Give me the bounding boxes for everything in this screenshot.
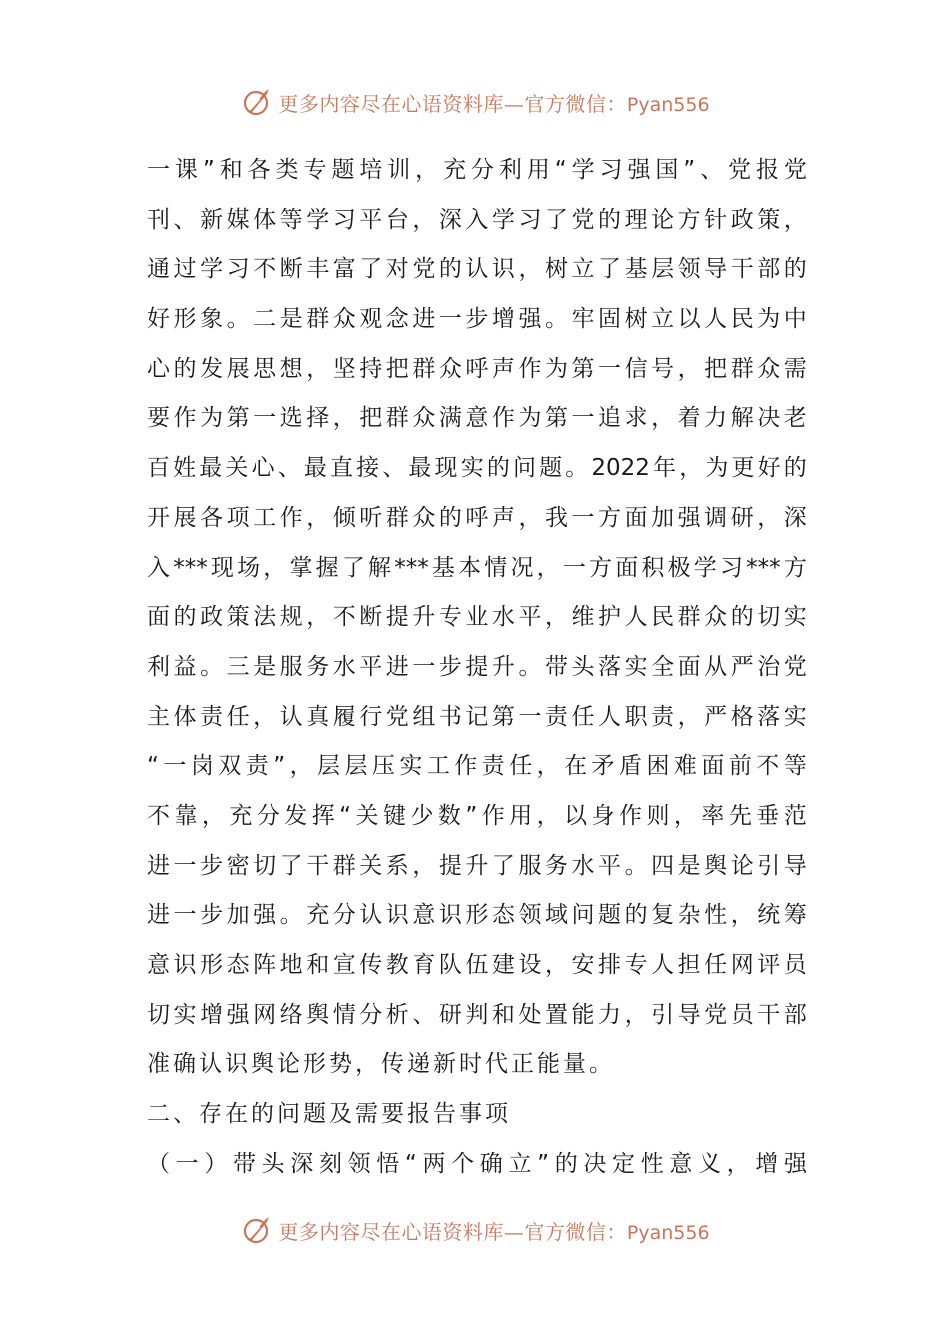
document-body xyxy=(147,146,807,1189)
subsection-heading: （ 一 ） 带 头 深 刻 领 悟 “ 两 个 确 立 ” 的 决 定 性 意 义 ， 增 强 xyxy=(147,1150,807,1177)
body-line: 面 的 政 策 法 规 ， 不 断 提 升 专 业 水 平 ， 维 护 人 民 群 众 的 切 实 xyxy=(147,604,807,631)
body-line: 进 一 步 密 切 了 干 群 关 系 ， 提 升 了 服 务 水 平 。 四 是 舆 论 引 导 xyxy=(147,852,807,879)
footer-watermark-wechat-id: Pyan556 xyxy=(626,1221,710,1244)
body-line: 主 体 责 任 ， 认 真 履 行 党 组 书 记 第 一 责 任 人 职 责 ， 严 格 落 实 xyxy=(147,703,807,730)
body-line: 开 展 各 项 工 作 ， 倾 听 群 众 的 呼 声 ， 我 一 方 面 加 强 调 研 ， 深 xyxy=(147,504,807,531)
body-line: 要 作 为 第 一 选 择 ， 把 群 众 满 意 作 为 第 一 追 求 ， 着 力 解 决 老 xyxy=(147,405,807,432)
body-line: 心 的 发 展 思 想 ， 坚 持 把 群 众 呼 声 作 为 第 一 信 号 ， 把 群 众 需 xyxy=(147,355,807,382)
footer-watermark-text: 更多内容尽在心语资料库—官方微信： xyxy=(278,1219,627,1244)
body-line: 利 益 。 三 是 服 务 水 平 进 一 步 提 升 。 带 头 落 实 全 面 从 严 治 党 xyxy=(147,653,807,680)
quill-logo-icon xyxy=(240,1213,274,1247)
quill-logo-icon xyxy=(240,85,274,119)
header-watermark-text: 更多内容尽在心语资料库—官方微信： xyxy=(278,91,627,116)
body-line: 入 *** 现 场 ， 掌 握 了 解 *** 基 本 情 况 ， 一 方 面 积 极 学 习 *** 方 xyxy=(147,554,807,581)
header-watermark xyxy=(0,82,950,122)
header-watermark-wechat-id: Pyan556 xyxy=(626,93,710,116)
body-line: 通 过 学 习 不 断 丰 富 了 对 党 的 认 识 ， 树 立 了 基 层 领 导 干 部 的 xyxy=(147,256,807,283)
body-line: 进 一 步 加 强 。 充 分 认 识 意 识 形 态 领 域 问 题 的 复 杂 性 ， 统 筹 xyxy=(147,902,807,929)
body-line: 准确认识舆论形势，传递新时代正能量。 xyxy=(147,1051,615,1078)
body-line: 百 姓 最 关 心 、 最 直 接 、 最 现 实 的 问 题 。 2022 年 ， 为 更 好 的 xyxy=(147,455,807,482)
body-line: 意 识 形 态 阵 地 和 宣 传 教 育 队 伍 建 设 ， 安 排 专 人 担 任 网 评 员 xyxy=(147,952,807,978)
body-line: 刊 、 新 媒 体 等 学 习 平 台 ， 深 入 学 习 了 党 的 理 论 方 针 政 策 ， xyxy=(147,206,807,233)
section-heading: 二、存在的问题及需要报告事项 xyxy=(147,1101,511,1128)
body-line: 不 靠 ， 充 分 发 挥 “ 关 键 少 数 ” 作 用 ， 以 身 作 则 ， 率 先 垂 范 xyxy=(147,802,807,829)
body-line: 好 形 象 。 二 是 群 众 观 念 进 一 步 增 强 。 牢 固 树 立 以 人 民 为 中 xyxy=(147,306,807,333)
footer-watermark xyxy=(0,1210,950,1250)
body-line: “ 一 岗 双 责 ” ， 层 层 压 实 工 作 责 任 ， 在 矛 盾 困 难 面 前 不 等 xyxy=(147,753,807,780)
body-line: 切 实 增 强 网 络 舆 情 分 析 、 研 判 和 处 置 能 力 ， 引 导 党 员 干 部 xyxy=(147,1001,807,1028)
body-line: 一 课 ” 和 各 类 专 题 培 训 ， 充 分 利 用 “ 学 习 强 国 ” 、 党 报 党 xyxy=(147,157,807,183)
